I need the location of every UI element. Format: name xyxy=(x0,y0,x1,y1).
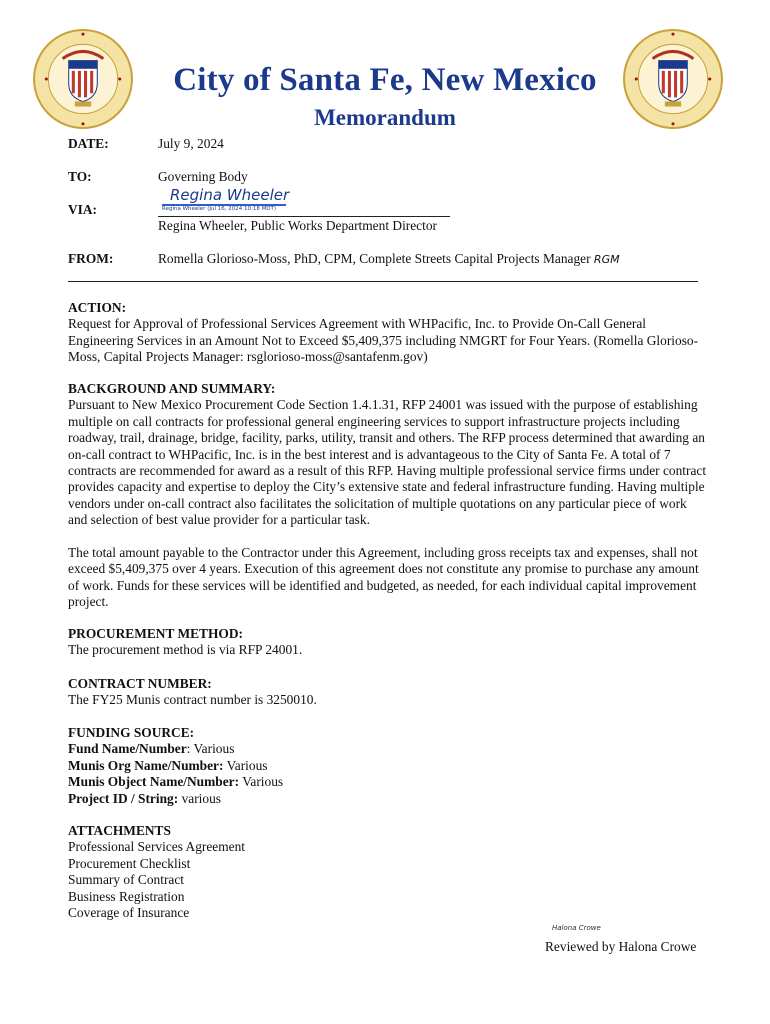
procurement-text: The procurement method is via RFP 24001. xyxy=(68,642,303,658)
via-value: Regina Wheeler, Public Works Department Director xyxy=(158,218,438,233)
action-heading: ACTION: xyxy=(68,300,127,315)
from-label: FROM: xyxy=(68,251,114,266)
page-title: City of Santa Fe, New Mexico xyxy=(173,62,597,98)
background-section xyxy=(68,381,708,529)
header-divider xyxy=(68,281,698,282)
attachment-item: Summary of Contract xyxy=(68,872,185,888)
background-paragraph-1: Pursuant to New Mexico Procurement Code Section 1.4.1.31, RFP 24001 was issued with the purpose of establishing multiple on call contracts for professional general engineering services to support infrastructure projects including roadway, trail, drainage, bridge, facility, parks, utility, transit and others. The RFP process determined that awarding an on-call contract to WHPacific, Inc. is in the best interest and is advantageous to the City of Santa Fe. A total of 7 contracts are recommended for award as a result of this RFP. Having multiple professional service firms under contract provides capacity and expertise to deploy the City’s extensive state and federal infrastructure funding. Having multiple vendors under on-call contract also facilitates the solicitation of multiple quotations on any particular piece of work and selection of best value provider for a particular task. xyxy=(68,397,707,528)
contract-section xyxy=(68,676,708,709)
background-paragraph-2: The total amount payable to the Contractor under this Agreement, including gross receipts tax and expenses, shall not exceed $5,409,375 over 4 years. Execution of this agreement does not constitute any promise to purchase any amount of work. Funds for these services will be identified and budgeted, as needed, for each individual capital improvement project. xyxy=(68,545,699,610)
background-heading: BACKGROUND AND SUMMARY: xyxy=(68,381,276,396)
action-text: Request for Approval of Professional Services Agreement with WHPacific, Inc. to Provide On-Call General Engineering Services in an Amount Not to Exceed $5,409,375 including NMGRT for Four Years. (Romella Glorioso-Moss, Capital Projects Manager: rsglorioso-moss@santafenm.gov) xyxy=(68,316,699,365)
contract-text: The FY25 Munis contract number is 3250010. xyxy=(68,692,317,708)
date-label: DATE: xyxy=(68,136,109,151)
attachment-item: Professional Services Agreement xyxy=(68,839,246,855)
funding-section xyxy=(68,725,708,807)
from-text: Romella Glorioso-Moss, PhD, CPM, Complete Streets Capital Projects Manager xyxy=(158,251,591,266)
from-initials: RGM xyxy=(593,253,620,266)
funding-item: Project ID / String: various xyxy=(68,790,221,806)
funding-item: Fund Name/Number: Various xyxy=(68,741,235,757)
to-value: Governing Body xyxy=(158,169,248,184)
funding-item: Munis Object Name/Number: Various xyxy=(68,774,284,790)
date-value: July 9, 2024 xyxy=(158,136,224,151)
via-label: VIA: xyxy=(68,202,98,217)
procurement-heading: PROCUREMENT METHOD: xyxy=(68,626,243,641)
via-divider xyxy=(158,216,450,217)
background-paragraph-2-block xyxy=(68,545,708,611)
funding-heading: FUNDING SOURCE: xyxy=(68,725,195,740)
via-signature-meta: Regina Wheeler (Jul 16, 2024 10:18 MDT) xyxy=(162,206,277,212)
from-value xyxy=(158,251,620,267)
via-signature: Regina Wheeler xyxy=(170,186,290,204)
contract-heading: CONTRACT NUMBER: xyxy=(68,676,212,691)
attachments-section xyxy=(68,823,708,921)
attachment-item: Coverage of Insurance xyxy=(68,905,190,921)
attachments-heading: ATTACHMENTS xyxy=(68,823,171,838)
reviewer-signature: Halona Crowe xyxy=(552,924,601,932)
to-label: TO: xyxy=(68,169,92,184)
reviewed-by: Reviewed by Halona Crowe xyxy=(545,939,697,954)
memo-subtitle: Memorandum xyxy=(314,105,456,130)
procurement-section xyxy=(68,626,708,659)
action-section xyxy=(68,300,708,366)
attachment-item: Procurement Checklist xyxy=(68,855,191,871)
funding-item: Munis Org Name/Number: Various xyxy=(68,757,268,773)
attachment-item: Business Registration xyxy=(68,888,185,904)
